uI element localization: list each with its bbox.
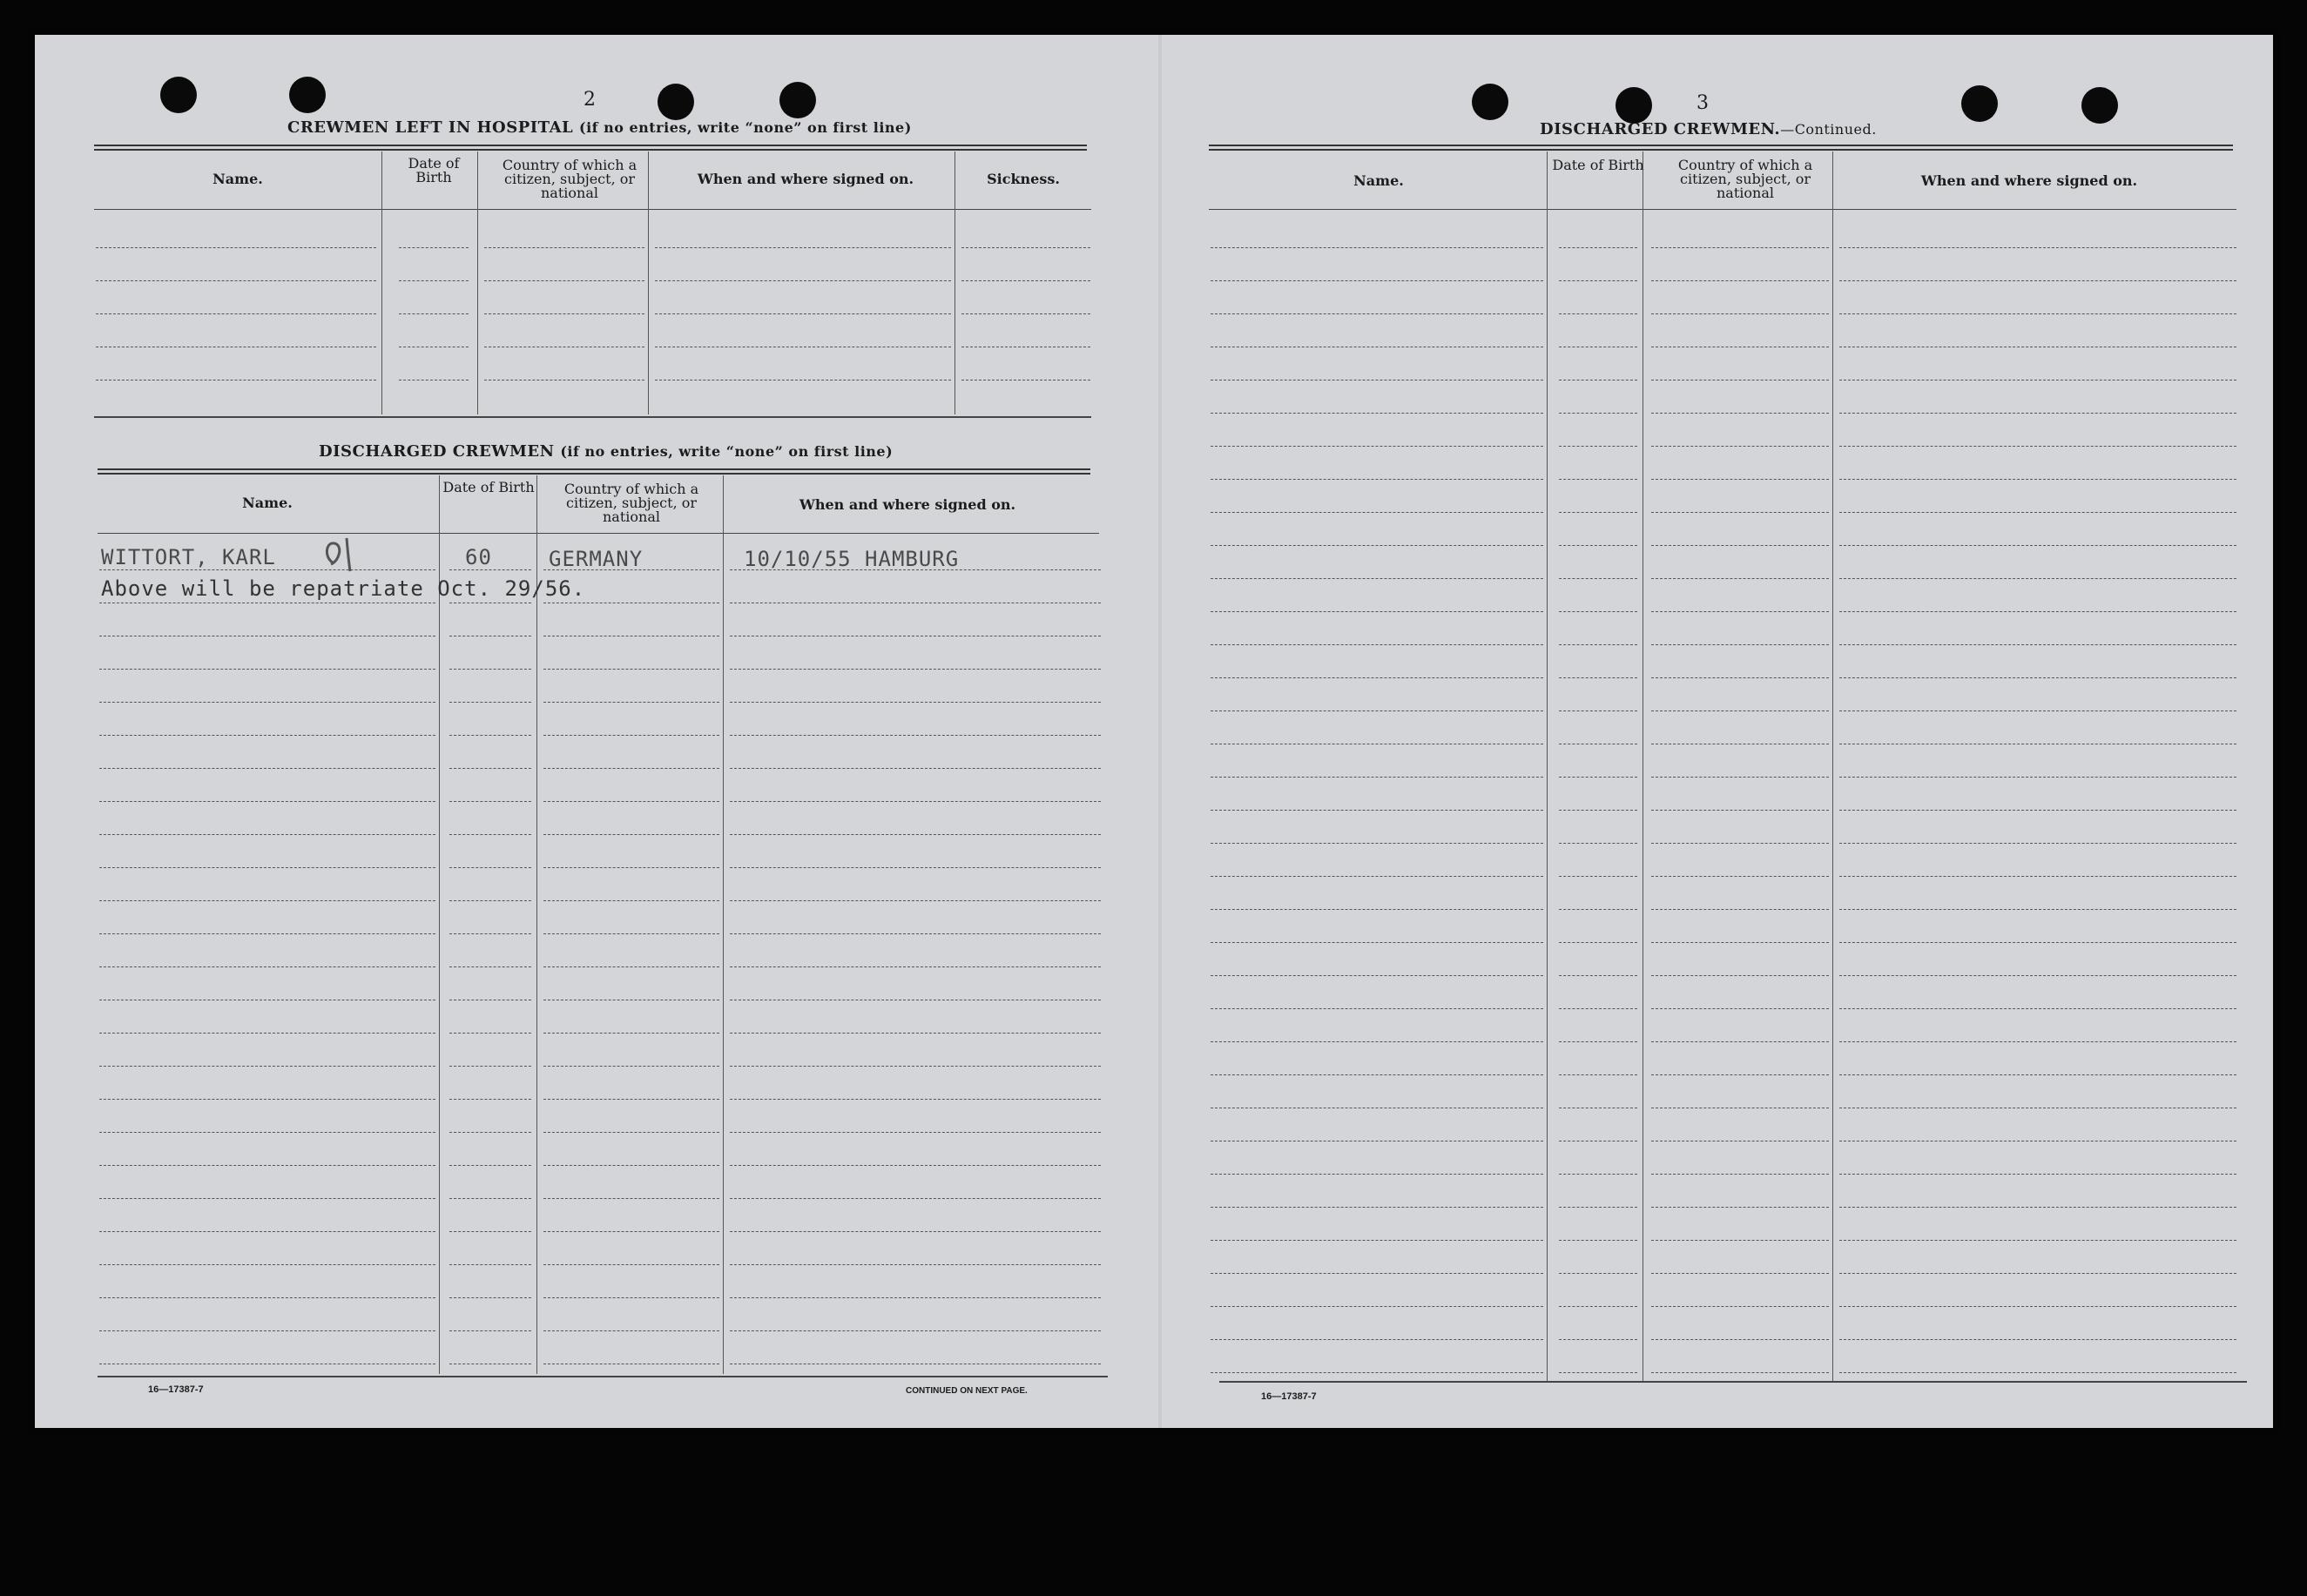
ruled-line (1651, 644, 1829, 645)
ruled-line (1651, 810, 1829, 811)
ruled-line (449, 867, 531, 868)
ruled-line (1839, 710, 2236, 711)
ruled-line (1559, 777, 1637, 778)
ruled-line (1651, 1339, 1829, 1340)
ruled-line (1211, 876, 1543, 877)
ruled-line (399, 313, 469, 314)
ruled-line (449, 702, 531, 703)
ruled-line (449, 1231, 531, 1232)
ruled-line (1211, 810, 1543, 811)
ruled-line (1559, 1074, 1637, 1075)
ruled-line (543, 1231, 719, 1232)
discharged-col-divider (439, 475, 440, 1374)
ruled-line (1651, 1273, 1829, 1274)
punch-hole (289, 77, 326, 113)
ruled-line (1839, 578, 2236, 579)
ruled-line (1651, 876, 1829, 877)
ruled-line (449, 966, 531, 967)
discharged-top-rule (98, 468, 1090, 475)
ruled-line (96, 247, 376, 248)
ruled-line (543, 1132, 719, 1133)
form-number-right: 16—17387-7 (1261, 1391, 1317, 1402)
ruled-line (543, 1165, 719, 1166)
discharged-bottom-rule (98, 1376, 1108, 1377)
ruled-line (730, 1330, 1101, 1331)
right-col-dob: Date of Birth (1552, 157, 1644, 173)
ruled-line (1211, 777, 1543, 778)
punch-hole (160, 77, 197, 113)
punch-hole (1472, 84, 1508, 120)
ruled-line (1211, 1207, 1543, 1208)
ruled-line (99, 569, 435, 570)
ruled-line (961, 247, 1090, 248)
repatriation-note: Above will be repatriate Oct. 29/56. (101, 576, 586, 601)
ruled-line (730, 735, 1101, 736)
ruled-line (1211, 413, 1543, 414)
ruled-line (1559, 578, 1637, 579)
ruled-line (730, 768, 1101, 769)
ruled-line (1559, 611, 1637, 612)
ruled-line (543, 1099, 719, 1100)
ruled-line (1211, 611, 1543, 612)
discharged-col-signed: When and where signed on. (799, 496, 1016, 513)
discharged-header-rule (98, 533, 1099, 534)
ruled-line (543, 735, 719, 736)
crewman-signed-on: 10/10/55 HAMBURG (744, 547, 960, 571)
right-top-rule (1209, 145, 2233, 151)
right-col-country: Country of which a citizen, subject, or national (1677, 157, 1813, 201)
ruled-line (1211, 1339, 1543, 1340)
punch-hole (779, 82, 816, 118)
ruled-line (543, 1264, 719, 1265)
ruled-line (1839, 1273, 2236, 1274)
ruled-line (449, 1330, 531, 1331)
ruled-line (1839, 909, 2236, 910)
punch-hole (658, 84, 694, 120)
ruled-line (543, 867, 719, 868)
ruled-line (730, 702, 1101, 703)
hospital-col-divider (477, 152, 478, 414)
ruled-line (1651, 777, 1829, 778)
ruled-line (96, 313, 376, 314)
ruled-line (543, 801, 719, 802)
ruled-line (484, 280, 644, 281)
ruled-line (543, 1330, 719, 1331)
ruled-line (449, 569, 531, 570)
ruled-line (99, 1033, 435, 1034)
ruled-line (1839, 843, 2236, 844)
ruled-line (1211, 942, 1543, 943)
ruled-line (1211, 280, 1543, 281)
ruled-line (1559, 942, 1637, 943)
ruled-line (730, 669, 1101, 670)
ruled-line (1559, 909, 1637, 910)
ruled-line (449, 735, 531, 736)
ruled-line (99, 1165, 435, 1166)
right-section-title (1540, 120, 1877, 138)
ruled-line (1651, 1074, 1829, 1075)
ruled-line (543, 702, 719, 703)
ruled-line (99, 1264, 435, 1265)
ruled-line (655, 247, 951, 248)
ruled-line (730, 1066, 1101, 1067)
ruled-line (1559, 1273, 1637, 1274)
ruled-line (1651, 611, 1829, 612)
ruled-line (1651, 1207, 1829, 1208)
ruled-line (1651, 1306, 1829, 1307)
ruled-line (1839, 313, 2236, 314)
ruled-line (1839, 1207, 2236, 1208)
ruled-line (1559, 413, 1637, 414)
discharged-instruction: (if no entries, write “none” on first line) (560, 443, 894, 460)
ruled-line (449, 1099, 531, 1100)
ruled-line (1839, 810, 2236, 811)
ruled-line (1651, 313, 1829, 314)
ruled-line (1651, 677, 1829, 678)
ruled-line (449, 801, 531, 802)
ruled-line (961, 313, 1090, 314)
ruled-line (1651, 942, 1829, 943)
ruled-line (1839, 280, 2236, 281)
ruled-line (1651, 545, 1829, 546)
ruled-line (1211, 1041, 1543, 1042)
ruled-line (543, 1066, 719, 1067)
right-col-divider (1832, 152, 1833, 1381)
ruled-line (1559, 810, 1637, 811)
hospital-col-country: Country of which a citizen, subject, or national (502, 157, 637, 201)
ruled-line (730, 1231, 1101, 1232)
ruled-line (1211, 247, 1543, 248)
discharged-title-text: DISCHARGED CREWMEN (319, 442, 555, 461)
hospital-col-dob: Date of Birth (408, 155, 460, 185)
page-number-right: 3 (1697, 92, 1709, 114)
ruled-line (1211, 1174, 1543, 1175)
ruled-line (484, 313, 644, 314)
ruled-line (1839, 247, 2236, 248)
ruled-line (1559, 446, 1637, 447)
ruled-line (1559, 1174, 1637, 1175)
page-number-left: 2 (583, 89, 596, 111)
discharged-col-country: Country of which a citizen, subject, or national (563, 481, 699, 525)
right-title-text: DISCHARGED CREWMEN. (1540, 120, 1781, 138)
ruled-line (1651, 280, 1829, 281)
ruled-line (449, 1165, 531, 1166)
punch-hole (1616, 87, 1652, 124)
right-col-divider (1547, 152, 1548, 1381)
ruled-line (1211, 677, 1543, 678)
ruled-line (1211, 1008, 1543, 1009)
ruled-line (96, 280, 376, 281)
ruled-line (1559, 843, 1637, 844)
hospital-bottom-rule (94, 416, 1091, 418)
ruled-line (543, 1198, 719, 1199)
ruled-line (99, 1099, 435, 1100)
ruled-line (1839, 1240, 2236, 1241)
ruled-line (1211, 1306, 1543, 1307)
ruled-line (543, 768, 719, 769)
ruled-line (730, 1033, 1101, 1034)
ruled-line (1559, 512, 1637, 513)
ruled-line (449, 1297, 531, 1298)
ruled-line (1839, 677, 2236, 678)
ruled-line (1651, 909, 1829, 910)
ruled-line (730, 1099, 1101, 1100)
punch-hole (2081, 87, 2118, 124)
ruled-line (730, 834, 1101, 835)
hospital-col-name: Name. (212, 171, 263, 187)
discharged-col-divider (536, 475, 537, 1374)
ruled-line (1651, 843, 1829, 844)
ruled-line (449, 834, 531, 835)
ruled-line (655, 313, 951, 314)
discharged-section-title (319, 442, 893, 461)
ruled-line (1839, 446, 2236, 447)
ruled-line (655, 280, 951, 281)
punch-hole (1961, 85, 1998, 122)
ruled-line (543, 1297, 719, 1298)
ruled-line (449, 1198, 531, 1199)
ruled-line (1211, 446, 1543, 447)
ruled-line (399, 280, 469, 281)
discharged-col-name: Name. (242, 495, 293, 511)
ruled-line (1651, 479, 1829, 480)
ruled-line (1211, 1372, 1543, 1373)
continued-note: CONTINUED ON NEXT PAGE. (906, 1386, 1028, 1396)
crewman-country: GERMANY (549, 547, 644, 571)
ruled-line (730, 1297, 1101, 1298)
hospital-title-text: CREWMEN LEFT IN HOSPITAL (287, 118, 574, 137)
ruled-line (1559, 1240, 1637, 1241)
ruled-line (1839, 611, 2236, 612)
ruled-line (1211, 578, 1543, 579)
ruled-line (1211, 1240, 1543, 1241)
ruled-line (1211, 975, 1543, 976)
ruled-line (1839, 413, 2236, 414)
ruled-line (99, 768, 435, 769)
ruled-line (1651, 1041, 1829, 1042)
handwritten-check-mark (320, 533, 368, 578)
ruled-line (1211, 710, 1543, 711)
ruled-line (1559, 1041, 1637, 1042)
right-header-rule (1209, 209, 2236, 210)
ruled-line (99, 834, 435, 835)
ruled-line (1559, 479, 1637, 480)
ruled-line (99, 669, 435, 670)
hospital-col-signed: When and where signed on. (697, 171, 914, 187)
ruled-line (1839, 479, 2236, 480)
ruled-line (1651, 247, 1829, 248)
hospital-col-divider (381, 152, 382, 414)
ruled-line (1651, 1008, 1829, 1009)
ruled-line (1559, 876, 1637, 877)
ruled-line (99, 1231, 435, 1232)
ruled-line (1839, 1372, 2236, 1373)
ruled-line (1651, 1240, 1829, 1241)
ruled-line (1839, 1008, 2236, 1009)
hospital-col-divider (648, 152, 649, 414)
ruled-line (99, 933, 435, 934)
ruled-line (543, 834, 719, 835)
ruled-line (99, 867, 435, 868)
ruled-line (99, 1297, 435, 1298)
ruled-line (730, 966, 1101, 967)
ruled-line (1559, 1339, 1637, 1340)
ruled-line (1839, 1174, 2236, 1175)
right-title-continued: —Continued. (1780, 121, 1877, 138)
ruled-line (543, 933, 719, 934)
hospital-section-title (287, 118, 912, 137)
ruled-line (449, 768, 531, 769)
ruled-line (961, 280, 1090, 281)
ruled-line (1839, 876, 2236, 877)
ruled-line (1211, 313, 1543, 314)
ruled-line (99, 1066, 435, 1067)
ruled-line (1559, 545, 1637, 546)
hospital-instruction: (if no entries, write “none” on first line) (579, 119, 912, 136)
form-number-left: 16—17387-7 (148, 1384, 204, 1395)
ruled-line (730, 933, 1101, 934)
ruled-line (449, 1066, 531, 1067)
ruled-line (1211, 1273, 1543, 1274)
ruled-line (1559, 1008, 1637, 1009)
ruled-line (1211, 909, 1543, 910)
right-col-signed: When and where signed on. (1920, 172, 2138, 189)
ruled-line (449, 1264, 531, 1265)
ruled-line (1559, 1207, 1637, 1208)
ruled-line (1559, 247, 1637, 248)
ruled-line (399, 247, 469, 248)
ruled-line (1559, 1306, 1637, 1307)
form-sheet (35, 35, 2273, 1428)
discharged-col-divider (723, 475, 724, 1374)
ruled-line (1211, 644, 1543, 645)
ruled-line (1651, 1174, 1829, 1175)
ruled-line (1651, 710, 1829, 711)
ruled-line (99, 735, 435, 736)
page-fold (1158, 35, 1162, 1428)
ruled-line (1839, 975, 2236, 976)
ruled-line (1559, 313, 1637, 314)
ruled-line (1839, 1074, 2236, 1075)
ruled-line (1651, 446, 1829, 447)
ruled-line (730, 1132, 1101, 1133)
ruled-line (1559, 1372, 1637, 1373)
ruled-line (1211, 512, 1543, 513)
ruled-line (484, 247, 644, 248)
ruled-line (99, 900, 435, 901)
ruled-line (1839, 644, 2236, 645)
ruled-line (99, 1330, 435, 1331)
ruled-line (730, 1264, 1101, 1265)
right-col-name: Name. (1353, 172, 1404, 189)
ruled-line (543, 1033, 719, 1034)
ruled-line (449, 1132, 531, 1133)
hospital-top-rule (94, 145, 1087, 151)
ruled-line (99, 1132, 435, 1133)
ruled-line (730, 1198, 1101, 1199)
ruled-line (449, 1033, 531, 1034)
ruled-line (99, 966, 435, 967)
ruled-line (730, 867, 1101, 868)
ruled-line (449, 933, 531, 934)
ruled-line (1839, 1041, 2236, 1042)
ruled-line (1651, 578, 1829, 579)
ruled-line (543, 966, 719, 967)
hospital-col-sickness: Sickness. (987, 171, 1060, 187)
ruled-line (730, 900, 1101, 901)
ruled-line (99, 1198, 435, 1199)
ruled-line (543, 900, 719, 901)
ruled-line (1559, 280, 1637, 281)
ruled-line (1839, 1306, 2236, 1307)
ruled-line (449, 900, 531, 901)
ruled-line (1559, 975, 1637, 976)
ruled-line (730, 1165, 1101, 1166)
hospital-header-rule (94, 209, 1091, 210)
ruled-line (1651, 975, 1829, 976)
ruled-line (449, 669, 531, 670)
ruled-line (1559, 644, 1637, 645)
discharged-col-dob: Date of Birth (442, 479, 535, 495)
ruled-line (1839, 777, 2236, 778)
ruled-line (1211, 545, 1543, 546)
ruled-line (1651, 413, 1829, 414)
crewman-dob: 60 (465, 545, 492, 569)
right-bottom-rule (1219, 1381, 2247, 1383)
ruled-line (99, 702, 435, 703)
crewman-name: WITTORT, KARL (101, 545, 276, 569)
ruled-line (1839, 942, 2236, 943)
ruled-line (99, 801, 435, 802)
ruled-line (1559, 710, 1637, 711)
ruled-line (1651, 512, 1829, 513)
ruled-line (1211, 843, 1543, 844)
ruled-line (1651, 1372, 1829, 1373)
ruled-line (543, 669, 719, 670)
ruled-line (1559, 677, 1637, 678)
ruled-line (1839, 545, 2236, 546)
ruled-line (1839, 1339, 2236, 1340)
ruled-line (1839, 512, 2236, 513)
ruled-line (1211, 1074, 1543, 1075)
ruled-line (730, 801, 1101, 802)
ruled-line (1211, 479, 1543, 480)
